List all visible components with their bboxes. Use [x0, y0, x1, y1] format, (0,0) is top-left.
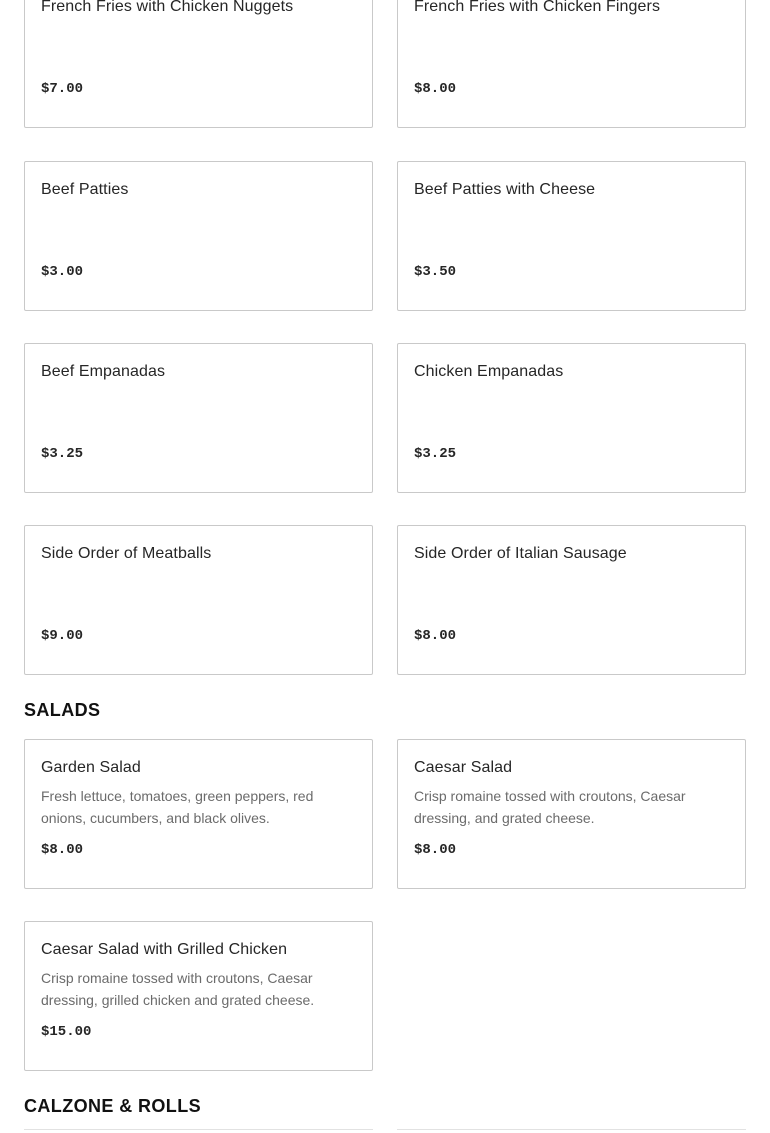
menu-item-description: Fresh lettuce, tomatoes, green peppers, red onions, cucumbers, and black olives.: [41, 788, 314, 826]
menu-item-price: $8.00: [414, 81, 457, 97]
menu-item-card[interactable]: [24, 525, 373, 675]
menu-item-card[interactable]: [397, 0, 746, 128]
menu-item-name: Beef Empanadas: [41, 363, 166, 380]
menu-item-name: Beef Patties: [41, 181, 129, 198]
menu-item-price: $3.25: [41, 446, 84, 462]
menu-item-price: $3.00: [41, 264, 84, 280]
menu-item-price: $8.00: [414, 628, 457, 644]
menu-item-card-edge: [397, 1129, 746, 1133]
menu-item-price: $8.00: [414, 842, 457, 858]
menu-item-card[interactable]: [24, 161, 373, 311]
menu-item-name: Chicken Empanadas: [414, 363, 564, 380]
menu-item-name: Caesar Salad with Grilled Chicken: [41, 941, 288, 958]
menu-item-card[interactable]: [24, 343, 373, 493]
menu-item-price: $8.00: [41, 842, 84, 858]
menu-item-name: French Fries with Chicken Fingers: [414, 0, 661, 15]
menu-item-card[interactable]: [24, 921, 373, 1071]
menu-item-name: Garden Salad: [41, 759, 141, 776]
menu-item-name: Side Order of Italian Sausage: [414, 545, 627, 562]
menu-item-card[interactable]: [397, 525, 746, 675]
menu-item-price: $3.25: [414, 446, 457, 462]
menu-item-price: $3.50: [414, 264, 457, 280]
menu-item-card[interactable]: [397, 161, 746, 311]
menu-item-card[interactable]: [397, 343, 746, 493]
menu-item-name: Caesar Salad: [414, 759, 513, 776]
menu-item-description: Crisp romaine tossed with croutons, Caesar dressing, and grated cheese.: [414, 788, 686, 826]
menu-item-card[interactable]: [24, 0, 373, 128]
menu-item-name: French Fries with Chicken Nuggets: [41, 0, 294, 15]
section-heading-salads: SALADS: [24, 700, 101, 720]
menu-item-name: Side Order of Meatballs: [41, 545, 212, 562]
menu-item-card[interactable]: [24, 739, 373, 889]
menu-item-price: $15.00: [41, 1024, 92, 1040]
section-heading-calzone-rolls: CALZONE & ROLLS: [24, 1096, 201, 1116]
menu-item-description: Crisp romaine tossed with croutons, Caesar dressing, grilled chicken and grated cheese.: [41, 970, 315, 1008]
menu-item-card-edge: [24, 1129, 373, 1133]
menu-item-price: $9.00: [41, 628, 84, 644]
menu-item-price: $7.00: [41, 81, 84, 97]
menu-item-card[interactable]: [397, 739, 746, 889]
menu-item-name: Beef Patties with Cheese: [414, 181, 596, 198]
